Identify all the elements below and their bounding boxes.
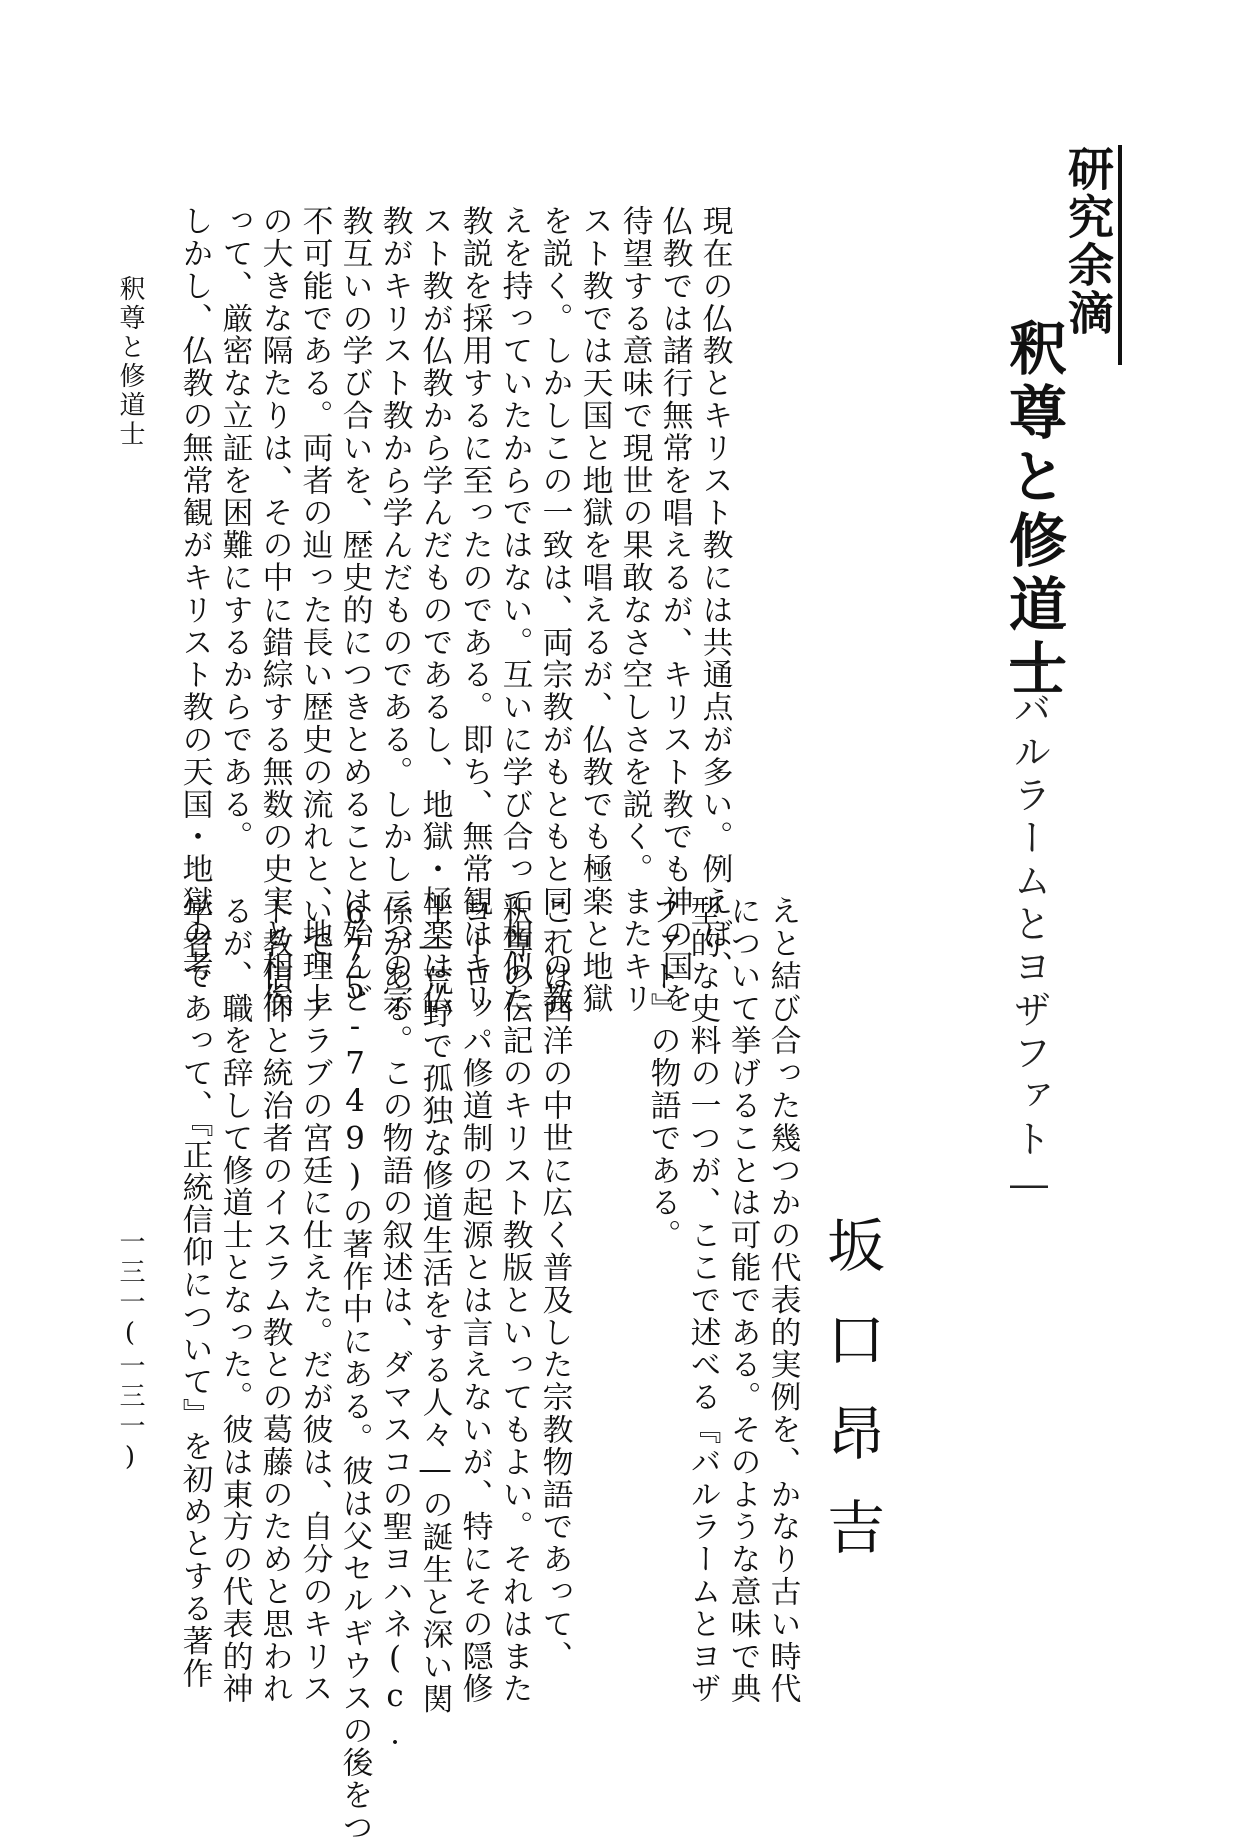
- body-line: って、厳密な立証を困難にするからである。: [217, 205, 253, 853]
- page-number: 一三一(一三一): [115, 1228, 145, 1476]
- body-line: えを持っていたからではない。互いに学び合って相似た: [497, 205, 533, 1015]
- body-line: 待望する意味で現世の果敢なさ空しさを説く。またキリ: [617, 205, 653, 1015]
- body-line: スト教が仏教から学んだものであるし、地獄・極楽は仏: [417, 205, 453, 1015]
- body-line: について挙げることは可能である。そのような意味で典: [725, 895, 761, 1705]
- article-title: 釈尊と修道士: [999, 318, 1067, 702]
- article-subtitle: ―バルラームとヨザファト―: [1007, 640, 1051, 1211]
- author-name: 坂口昂吉: [817, 1215, 885, 1591]
- body-line: 学者であって、『正統信仰について』を初めとする著作: [177, 895, 213, 1690]
- body-bottom-left-block: [175, 895, 575, 1844]
- body-line: これは西洋の中世に広く普及した宗教物語であって、: [537, 895, 573, 1673]
- body-line: 士―荒野で孤独な修道生活をする人々―の誕生と深い関: [417, 895, 453, 1716]
- body-line: 仏教では諸行無常を唱えるが、キリスト教でも神の国を: [657, 205, 693, 1015]
- body-line: の大きな隔たりは、その中に錯綜する無数の史実と相俟: [257, 205, 293, 1015]
- running-head: 釈尊と修道士: [115, 275, 145, 449]
- series-label: 研究余滴: [1058, 145, 1122, 365]
- body-line: 教説を採用するに至ったのである。即ち、無常観はキリ: [457, 205, 493, 1015]
- body-line: を説く。しかしこの一致は、両宗教がもともと同一の教: [537, 205, 573, 1015]
- body-line: 釈尊の伝記のキリスト教版といってもよい。それはまた: [497, 895, 533, 1705]
- body-bottom-right-block: [643, 895, 803, 1705]
- body-top-block: [175, 205, 735, 1015]
- body-line: 不可能である。両者の辿った長い歴史の流れと、地理上: [297, 205, 333, 1015]
- body-line: 現在の仏教とキリスト教には共通点が多い。例えば、: [697, 205, 733, 983]
- body-line: しかし、仏教の無常観がキリスト教の天国・地獄の考: [177, 205, 213, 983]
- body-line: えと結び合った幾つかの代表的実例を、かなり古い時代: [765, 895, 801, 1705]
- body-line: ファト』の物語である。: [645, 895, 681, 1252]
- body-line: ト教信仰と統治者のイスラム教との葛藤のためと思われ: [257, 895, 293, 1705]
- body-line: いで、アラブの宮廷に仕えた。だが彼は、自分のキリス: [297, 895, 333, 1705]
- body-line: 係がある。この物語の叙述は、ダマスコの聖ヨハネ(c.: [377, 895, 413, 1753]
- body-line: 型的な史料の一つが、ここで述べる『バルラームとヨザ: [685, 895, 721, 1705]
- body-line: 教がキリスト教から学んだものである。しかし二つの宗: [377, 205, 413, 1015]
- body-line: スト教では天国と地獄を唱えるが、仏教でも極楽と地獄: [577, 205, 613, 1015]
- body-line: ヨーロッパ修道制の起源とは言えないが、特にその隠修: [457, 895, 493, 1705]
- body-line: 教互いの学び合いを、歴史的につきとめることは殆んど: [337, 205, 373, 1015]
- body-line: 675-749)の著作中にある。彼は父セルギウスの後をつ: [337, 895, 373, 1844]
- body-line: るが、職を辞して修道士となった。彼は東方の代表的神: [217, 895, 253, 1705]
